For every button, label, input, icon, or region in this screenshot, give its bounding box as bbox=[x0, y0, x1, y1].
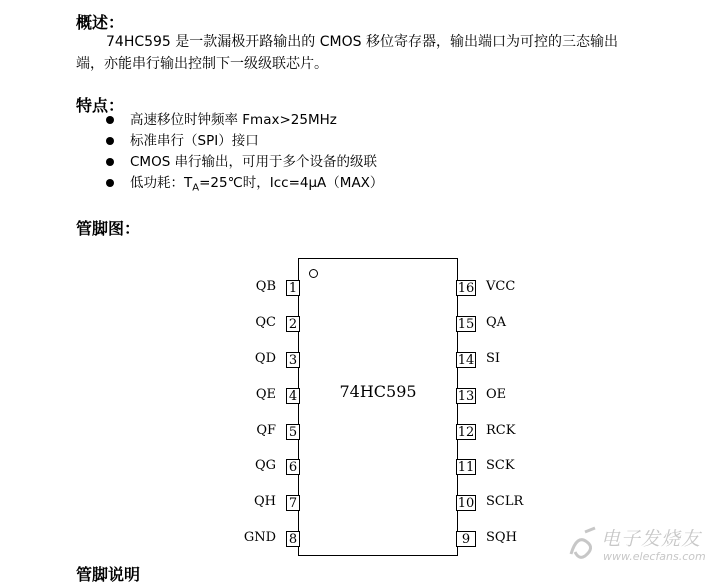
pin-name: RCK bbox=[486, 423, 516, 438]
pin-right-14 bbox=[456, 352, 536, 372]
watermark-logo-icon bbox=[565, 524, 601, 564]
chip-body bbox=[298, 258, 458, 556]
pin-number: 9 bbox=[456, 531, 476, 547]
low-power-suffix: =25℃时，Icc=4μA（MAX） bbox=[199, 175, 384, 191]
overview-line-1: 74HC595 是一款漏极开路输出的 CMOS 移位寄存器，输出端口为可控的三态输出 bbox=[106, 34, 618, 50]
pin-number: 12 bbox=[457, 425, 475, 440]
pin-name: OE bbox=[486, 387, 507, 402]
overview-heading: 概述： bbox=[76, 13, 125, 32]
pin-number: 16 bbox=[457, 281, 475, 296]
list-item bbox=[100, 173, 383, 194]
pin-name: SCLR bbox=[486, 494, 524, 509]
pin-right-10 bbox=[456, 495, 536, 515]
overview-paragraph bbox=[76, 31, 676, 75]
pin-number: 1 bbox=[286, 280, 300, 296]
pin-number: 7 bbox=[286, 495, 300, 511]
pin-right-12 bbox=[456, 424, 536, 444]
pin-name: SCK bbox=[486, 458, 515, 473]
pin-name: QH bbox=[254, 494, 276, 509]
pin-left-6 bbox=[230, 459, 300, 479]
pin-name: VCC bbox=[486, 279, 516, 294]
pin-left-5 bbox=[230, 424, 300, 444]
features-heading: 特点： bbox=[76, 96, 125, 115]
list-item: 高速移位时钟频率 Fmax>25MHz bbox=[100, 110, 383, 131]
watermark bbox=[565, 520, 705, 566]
pinout-diagram bbox=[230, 258, 530, 558]
pin-number: 11 bbox=[457, 460, 475, 475]
pin1-marker-icon bbox=[309, 269, 318, 278]
pin-number: 5 bbox=[286, 424, 300, 440]
pin-name: QE bbox=[255, 387, 276, 402]
chip-name: 74HC595 bbox=[339, 382, 417, 401]
pin-name: QF bbox=[256, 423, 276, 438]
pin-number: 10 bbox=[457, 496, 475, 511]
pin-name: QD bbox=[254, 351, 276, 366]
pin-name: SQH bbox=[486, 530, 517, 545]
pin-left-3 bbox=[230, 352, 300, 372]
pinout-heading: 管脚图： bbox=[76, 219, 141, 238]
pin-number: 2 bbox=[286, 316, 300, 332]
pin-name: GND bbox=[243, 530, 276, 545]
watermark-text: 电子发烧友 bbox=[601, 528, 702, 550]
features-list bbox=[100, 110, 383, 194]
list-item: CMOS 串行输出，可用于多个设备的级联 bbox=[100, 152, 383, 173]
pin-number: 6 bbox=[286, 459, 300, 475]
pin-name: QA bbox=[486, 315, 507, 330]
pin-number: 3 bbox=[286, 352, 300, 368]
pin-right-13 bbox=[456, 388, 536, 408]
pin-right-9 bbox=[456, 531, 536, 551]
pin-left-1 bbox=[230, 280, 300, 300]
pin-number: 15 bbox=[457, 317, 475, 332]
pin-name: QB bbox=[255, 279, 276, 294]
pin-description-heading: 管脚说明 bbox=[76, 565, 141, 584]
low-power-prefix: 低功耗：T bbox=[130, 175, 193, 191]
overview-line-2: 端，亦能串行输出控制下一级级联芯片。 bbox=[76, 56, 328, 72]
pin-name: QG bbox=[254, 458, 276, 473]
pin-number: 13 bbox=[457, 389, 475, 404]
low-power-subscript: A bbox=[192, 182, 200, 194]
pin-left-2 bbox=[230, 316, 300, 336]
pin-right-11 bbox=[456, 459, 536, 479]
pin-number: 8 bbox=[286, 531, 300, 547]
pin-right-16 bbox=[456, 280, 536, 300]
pin-name: SI bbox=[486, 351, 501, 366]
pin-right-15 bbox=[456, 316, 536, 336]
pin-left-7 bbox=[230, 495, 300, 515]
pin-left-4 bbox=[230, 388, 300, 408]
pin-left-8 bbox=[230, 531, 300, 551]
list-item: 标准串行（SPI）接口 bbox=[100, 131, 383, 152]
pin-number: 14 bbox=[457, 353, 475, 368]
pin-number: 4 bbox=[286, 388, 300, 404]
pin-name: QC bbox=[255, 315, 276, 330]
watermark-url: www.elecfans.com bbox=[603, 550, 706, 563]
